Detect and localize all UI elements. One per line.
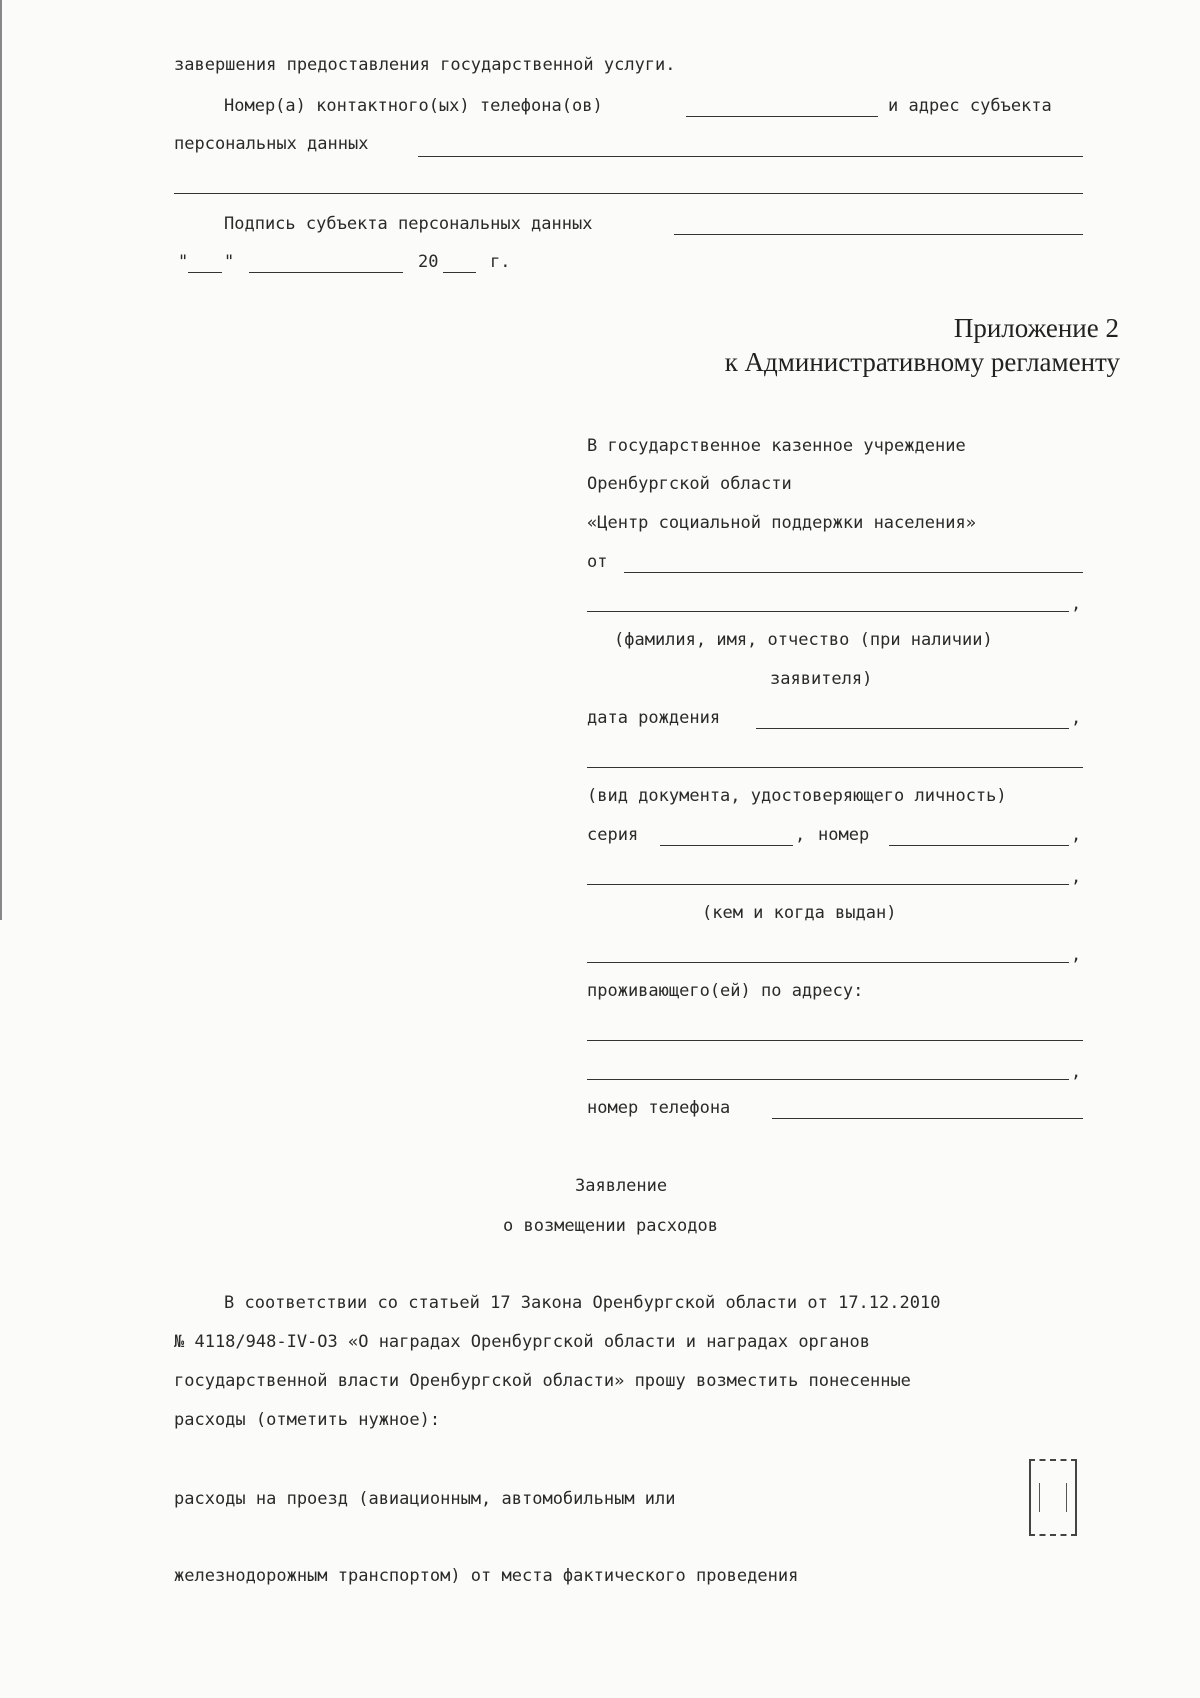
comma: , bbox=[1071, 1062, 1082, 1082]
comma: , bbox=[1071, 594, 1082, 614]
comma: , bbox=[795, 825, 806, 845]
from-label: от bbox=[587, 552, 608, 572]
issued-by-field[interactable] bbox=[587, 884, 1069, 885]
fio-hint-1: (фамилия, имя, отчество (при наличии) bbox=[614, 630, 993, 650]
number-field[interactable] bbox=[889, 845, 1069, 846]
residence-label: проживающего(ей) по адресу: bbox=[587, 981, 864, 1001]
signature-label: Подпись субъекта персональных данных bbox=[224, 214, 593, 234]
scan-edge bbox=[0, 0, 2, 920]
year-prefix: 20 bbox=[418, 252, 439, 272]
fio-hint-2: заявителя) bbox=[770, 669, 873, 689]
phone-numbers-label: Номер(а) контактного(ых) телефона(ов) bbox=[224, 96, 603, 116]
birth-date-label: дата рождения bbox=[587, 708, 721, 728]
series-label: серия bbox=[587, 825, 639, 845]
statement-body-line-3: государственной власти Оренбургской области» прошу возместить понесенные bbox=[174, 1371, 911, 1391]
year-suffix: г. bbox=[490, 252, 511, 272]
birth-date-field[interactable] bbox=[756, 728, 1069, 729]
comma: , bbox=[1071, 708, 1082, 728]
addressee-line-3: «Центр социальной поддержки населения» bbox=[587, 513, 976, 533]
statement-body-line-2: № 4118/948-IV-ОЗ «О наградах Оренбургской области и наградах органов bbox=[174, 1332, 870, 1352]
subject-address-label: и адрес субъекта bbox=[888, 96, 1052, 116]
appendix-title: Приложение 2 bbox=[953, 313, 1119, 343]
statement-title: Заявление bbox=[575, 1176, 668, 1196]
number-label: номер bbox=[818, 825, 870, 845]
option-travel-line-2: железнодорожным транспортом) от места фактического проведения bbox=[174, 1566, 799, 1586]
date-year-field[interactable] bbox=[443, 272, 476, 273]
option-travel-line-1: расходы на проезд (авиационным, автомобильным или bbox=[174, 1489, 676, 1509]
date-quote-open: " bbox=[178, 252, 189, 272]
signature-field[interactable] bbox=[674, 234, 1083, 235]
date-month-field[interactable] bbox=[249, 272, 403, 273]
appendix-subtitle: к Административному регламенту bbox=[724, 347, 1120, 377]
phone-field[interactable] bbox=[772, 1118, 1083, 1119]
addressee-line-2: Оренбургской области bbox=[587, 474, 792, 494]
addressee-line-1: В государственное казенное учреждение bbox=[587, 436, 966, 456]
id-document-field[interactable] bbox=[587, 767, 1083, 768]
personal-data-label: персональных данных bbox=[174, 134, 369, 154]
comma: , bbox=[1071, 825, 1082, 845]
applicant-name-field[interactable] bbox=[624, 572, 1083, 573]
statement-body-line-1: В соответствии со статьей 17 Закона Оренбургской области от 17.12.2010 bbox=[224, 1293, 941, 1313]
applicant-name-field-2[interactable] bbox=[587, 611, 1069, 612]
statement-body-line-4: расходы (отметить нужное): bbox=[174, 1410, 441, 1430]
phone-numbers-field[interactable] bbox=[686, 116, 878, 117]
issued-by-hint: (кем и когда выдан) bbox=[702, 903, 897, 923]
comma: , bbox=[1071, 867, 1082, 887]
phone-label: номер телефона bbox=[587, 1098, 731, 1118]
residence-field[interactable] bbox=[587, 1040, 1083, 1041]
option-travel-checkbox[interactable] bbox=[1029, 1459, 1077, 1536]
subject-address-field-2[interactable] bbox=[174, 193, 1083, 194]
id-document-hint: (вид документа, удостоверяющего личность) bbox=[587, 786, 1007, 806]
date-day-field[interactable] bbox=[188, 272, 222, 273]
statement-subtitle: о возмещении расходов bbox=[503, 1216, 718, 1236]
date-quote-close: " bbox=[224, 252, 235, 272]
text-line-completion: завершения предоставления государственной услуги. bbox=[174, 55, 676, 75]
residence-field-2[interactable] bbox=[587, 1079, 1069, 1080]
subject-address-field[interactable] bbox=[418, 156, 1083, 157]
series-field[interactable] bbox=[660, 845, 793, 846]
comma: , bbox=[1071, 945, 1082, 965]
issued-by-field-2[interactable] bbox=[587, 962, 1069, 963]
